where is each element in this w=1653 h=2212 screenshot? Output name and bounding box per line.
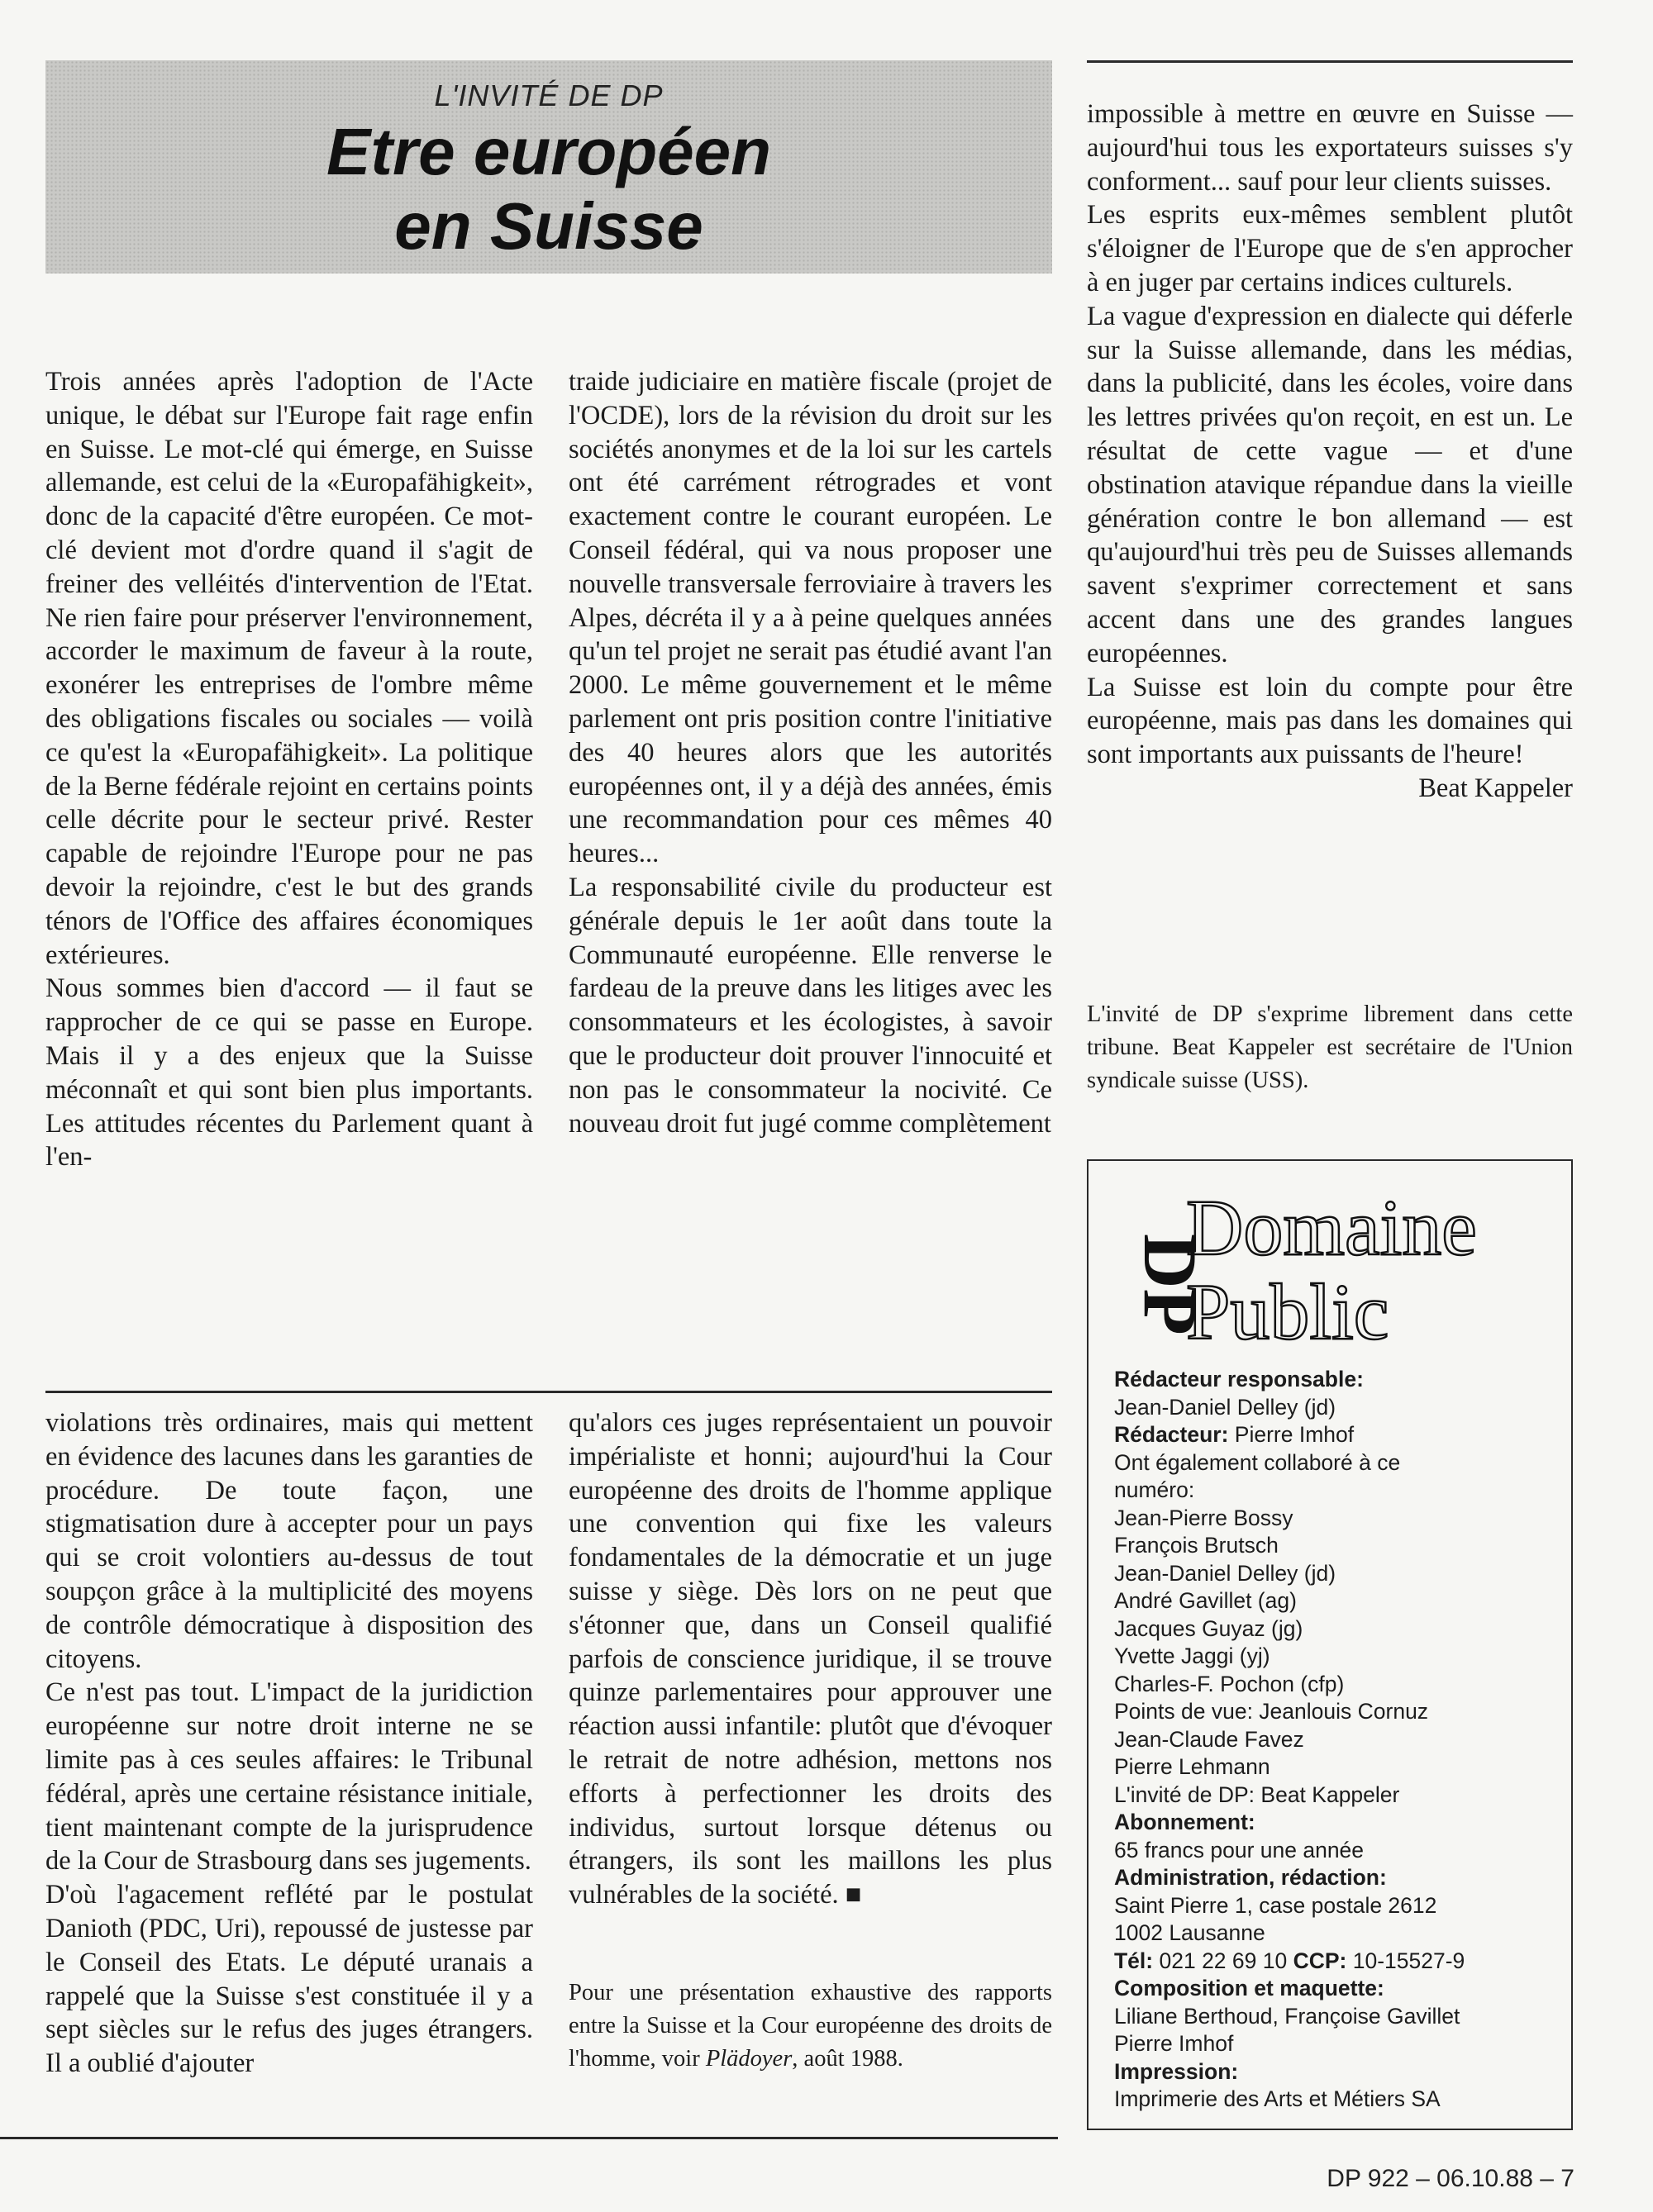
imprint-line [1114, 1671, 1565, 1699]
paragraph: La responsabilité civile du producteur est générale depuis le 1er août dans toute la Communauté européenne. Elle renverse le fardeau de la preuve dans les litiges avec les consommateurs et les écologistes, à savoir que le producteur doit prouver l'innocuité et non pas le consommateur la nocivité. Ce nouveau droit fut jugé comme complètement [569, 872, 1052, 1139]
imprint-text: Pierre Lehmann [1114, 1754, 1270, 1779]
headline-line-1: Etre européen [326, 115, 771, 188]
paragraph: La Suisse est loin du compte pour être européenne, mais pas dans les domaines qui sont importants aux puissants de l'heure! [1087, 672, 1573, 770]
imprint-line [1114, 2003, 1565, 2031]
imprint-line [1114, 1643, 1565, 1671]
article-top-col1 [45, 365, 533, 1174]
paragraph: D'où l'agacement reflété par le postulat Danioth (PDC, Uri), repoussé de justesse par le Conseil des Etats. Le député uranais a rappelé que la Suisse s'est constituée il y a sept siècles sur le refus des juges étrangers. Il a oublié d'ajouter [45, 1880, 533, 2079]
paragraph: Nous sommes bien d'accord — il faut se rapprocher de ce qui se passe en Europe. Mais il y a des enjeux que la Suisse méconnaît et qui sont bien plus importants. Les attitudes récentes du Parlement quant à l'en- [45, 973, 533, 1173]
paragraph: La vague d'expression en dialecte qui déferle sur la Suisse allemande, dans les médias, dans la publicité, dans les écoles, voire dans les lettres privées qu'on reçoit, en est un. Le résultat de cette vague — et d'une obstination atavique répandue dans la vieille génération contre le bon allemand — est qu'aujourd'hui très peu de Suisses allemands savent s'exprimer correctement et sans accent dans une des grandes langues européennes. [1087, 301, 1573, 668]
imprint-line [1114, 1809, 1565, 1837]
imprint-line [1114, 1864, 1565, 1892]
paragraph: qu'alors ces juges représentaient un pouvoir impérialiste et honni; aujourd'hui la Cour européenne des droits de l'homme applique une convention qui fixe les valeurs fondamentales de la démocratie et un juge suisse y siège. Dès lors on ne peut que s'étonner que, dans un Conseil qualifié parfois de conscience juridique, il se trouve quinze parlementaires pour approuver une réaction aussi infantile: plutôt que d'évoquer le retrait de notre adhésion, mettons nos efforts à perfectionner les droits des individus, surtout lorsque détenus ou étrangers, ils sont les maillons les plus vulnérables de la société. ■ [569, 1408, 1052, 1910]
imprint-text: Points de vue: Jeanlouis Cornuz [1114, 1699, 1429, 1724]
imprint-label: Tél: [1114, 1948, 1154, 1973]
imprint-text: Jean-Daniel Delley (jd) [1114, 1394, 1336, 1420]
paragraph: violations très ordinaires, mais qui mettent en évidence des lacunes dans les garanties de procédure. De toute façon, une stigmatisation dure à accepter pour un pays qui se croit volontiers au-dessus de tout soupçon grâce à la multiplicité des moyens de contrôle démocratique à disposition des citoyens. [45, 1408, 533, 1674]
masthead-word-public: Public [1186, 1268, 1389, 1353]
headline-title [45, 115, 1052, 264]
imprint-label: Impression: [1114, 2058, 1239, 2084]
imprint-line [1114, 1698, 1565, 1726]
imprint-label: Composition et maquette: [1114, 1976, 1384, 2000]
reference-title: Plädoyer [705, 2046, 793, 2072]
imprint-text: L'invité de DP: Beat Kappeler [1114, 1781, 1400, 1807]
imprint-label: Administration, rédaction: [1114, 1865, 1387, 1890]
imprint-label: Abonnement: [1114, 1810, 1255, 1834]
imprint-text: Liliane Berthoud, Françoise Gavillet [1114, 2003, 1460, 2029]
headline-line-2: en Suisse [394, 189, 703, 263]
imprint-line [1114, 1532, 1565, 1560]
imprint-text: Ont également collaboré à ce [1114, 1449, 1401, 1475]
imprint-line [1114, 1366, 1565, 1394]
imprint-line [1114, 1615, 1565, 1644]
imprint-line [1114, 1919, 1565, 1948]
imprint-text: Pierre Imhof [1114, 2031, 1234, 2056]
imprint-line [1114, 1975, 1565, 2003]
paragraph: traide judiciaire en matière fiscale (projet de l'OCDE), lors de la révision du droit sur les sociétés anonymes et de la loi sur les cartels ont été carrément rétrogrades et vont exactement contre le courant européen. Le Conseil fédéral, qui va nous proposer une nouvelle transversale ferroviaire à travers les Alpes, décréta il y a à peine quelques années qu'un tel projet ne serait pas étudié avant l'an 2000. Le même gouvernement et le même parlement ont pris position contre l'initiative des 40 heures alors que les autorités européennes ont, il y a déjà des années, émis une recommandation pour ces mêmes 40 heures... [569, 367, 1052, 869]
imprint-line [1114, 1781, 1565, 1810]
imprint-text: André Gavillet (ag) [1114, 1588, 1297, 1613]
imprint-text: Charles-F. Pochon (cfp) [1114, 1671, 1345, 1696]
masthead-word-domaine: Domaine [1186, 1183, 1477, 1272]
reference-note [569, 1977, 1052, 2076]
imprint-text: Saint Pierre 1, case postale 2612 [1114, 1892, 1437, 1918]
article-bottom-col2 [569, 1406, 1052, 1912]
author-signature: Beat Kappeler [1418, 773, 1573, 803]
article-top-col3 [1087, 98, 1573, 806]
ccp-number: 10-15527-9 [1346, 1948, 1465, 1973]
imprint-label: Rédacteur: [1114, 1422, 1229, 1447]
imprint-line [1114, 1892, 1565, 1920]
imprint-text: 65 francs pour une année [1114, 1837, 1365, 1862]
imprint-line [1114, 1560, 1565, 1588]
author-note: L'invité de DP s'exprime librement dans cette tribune. Beat Kappeler est secrétaire de l'Union syndicale suisse (USS). [1087, 1001, 1573, 1093]
imprint-line [1114, 1948, 1565, 1976]
reference-note-tail: , août 1988. [792, 2046, 903, 2072]
imprint-line [1114, 2030, 1565, 2058]
imprint-line [1114, 1394, 1565, 1422]
imprint-line [1114, 1449, 1565, 1477]
page-footer: DP 922 – 06.10.88 – 7 [1327, 2165, 1574, 2192]
section-separator [45, 1391, 1052, 1393]
imprint-text: Pierre Imhof [1228, 1422, 1355, 1447]
reference-note-text: Pour une présentation exhaustive des rapports entre la Suisse et la Cour européenne des droits de l'homme, voir [569, 1980, 1052, 2072]
paragraph: impossible à mettre en œuvre en Suisse — aujourd'hui tous les exportateurs suisses s'y conforment... sauf pour leur clients suisses. [1087, 99, 1573, 197]
imprint-text: Jean-Pierre Bossy [1114, 1505, 1293, 1530]
imprint-label: Rédacteur responsable: [1114, 1367, 1364, 1391]
imprint-text: 021 22 69 10 [1153, 1948, 1293, 1973]
imprint-line [1114, 2058, 1565, 2086]
imprint-text: Imprimerie des Arts et Métiers SA [1114, 2086, 1441, 2111]
imprint-text: Jean-Daniel Delley (jd) [1114, 1560, 1336, 1586]
imprint-line [1114, 1726, 1565, 1754]
imprint-text: Yvette Jaggi (yj) [1114, 1644, 1270, 1668]
headline-box [45, 60, 1052, 274]
paragraph: Les esprits eux-mêmes semblent plutôt s'éloigner de l'Europe que de s'en approcher à en juger par certains indices culturels. [1087, 200, 1573, 297]
imprint-list [1114, 1366, 1565, 2114]
imprint-line [1114, 1587, 1565, 1615]
imprint-text: Jacques Guyaz (jg) [1114, 1615, 1303, 1641]
imprint-line [1114, 1753, 1565, 1781]
imprint-line [1114, 1421, 1565, 1449]
imprint-line [1114, 2086, 1565, 2114]
ccp-label: CCP: [1293, 1948, 1347, 1973]
imprint-line [1114, 1477, 1565, 1505]
paragraph: Trois années après l'adoption de l'Acte unique, le débat sur l'Europe fait rage enfin en Suisse. Le mot-clé qui émerge, en Suisse allemande, est celui de la «Europafähigkeit», donc de la capacité d'être européen. Ce mot-clé devient mot d'ordre quand il s'agit de freiner des velléités d'intervention de l'Etat. Ne rien faire pour préserver l'environnement, accorder le maximum de faveur à la route, exonérer les entreprises de l'ombre même des obligations fiscales ou sociales — voilà ce qu'est la «Europafähigkeit». La politique de la Berne fédérale rejoint en certains points celle décrite pour le secteur privé. Rester capable de rejoindre l'Europe pour ne pas devoir la rejoindre, c'est le but des grands ténors de l'Office des affaires économiques extérieures. [45, 367, 533, 970]
article-bottom-col1 [45, 1406, 533, 2081]
article-top-col2 [569, 365, 1052, 1140]
imprint-line [1114, 1505, 1565, 1533]
imprint-text: numéro: [1114, 1477, 1195, 1502]
imprint-line [1114, 1837, 1565, 1865]
imprint-text: François Brutsch [1114, 1533, 1279, 1558]
page-bottom-rule [0, 2137, 1058, 2139]
kicker: L'INVITÉ DE DP [434, 78, 664, 112]
paragraph: Ce n'est pas tout. L'impact de la juridiction européenne sur notre droit interne ne se limite pas à ces seules affaires: le Tribunal fédéral, après une certaine résistance initiale, tient maintenant compte de la jurisprudence de la Cour de Strasbourg dans ses jugements. [45, 1677, 533, 1877]
imprint-text: 1002 Lausanne [1114, 1920, 1265, 1945]
masthead-logo [1103, 1180, 1566, 1353]
column-rule-top [1087, 60, 1573, 63]
masthead-dp-letters: DP [1128, 1234, 1212, 1335]
imprint-text: Jean-Claude Favez [1114, 1726, 1304, 1752]
